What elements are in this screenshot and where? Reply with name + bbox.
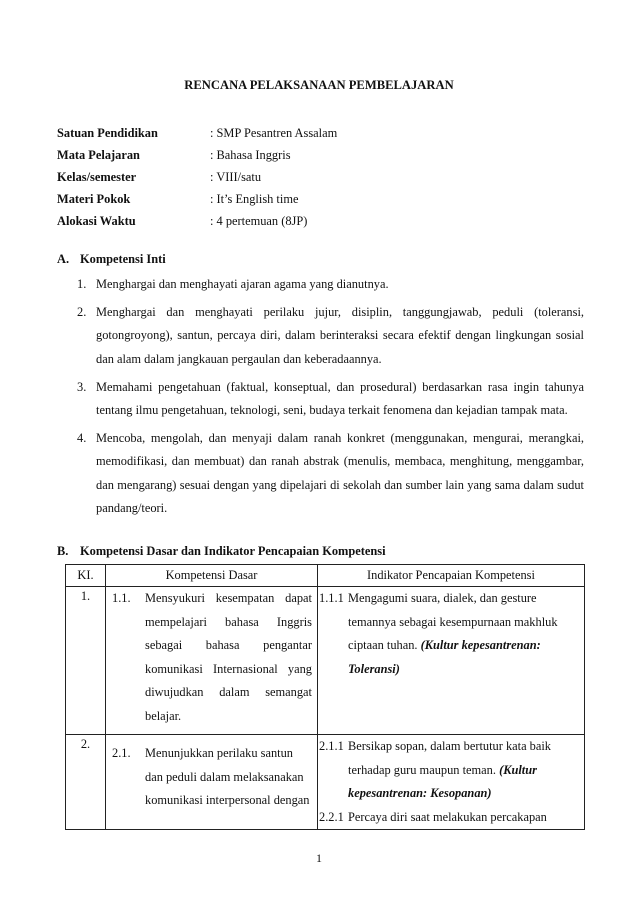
item-text: Memahami pengetahuan (faktual, konseptual, dan prosedural) berdasarkan rasa ingin tahunya tentang ilmu pengetahuan, teknologi, seni, budaya terkait fenomena dan kejadian tampak mata. xyxy=(96,379,584,418)
kd-text: Mensyukuri kesempatan dapat mempelajari bahasa Inggris sebagai bahasa pengantar komunikasi Internasional yang diwujudkan dalam semangat belajar. xyxy=(145,591,312,723)
ki-cell: 1. xyxy=(66,587,106,735)
indicator-text: Mengagumi suara, dialek, dan gesture temannya sebagai kesempurnaan makhluk ciptaan tuhan. xyxy=(348,591,558,653)
kompetensi-inti-list xyxy=(70,273,584,525)
indicator-culture-note: (Kultur kepesantrenan: Toleransi) xyxy=(348,638,541,676)
indicator-cell xyxy=(318,735,585,830)
identity-value: : VIII/satu xyxy=(210,170,262,184)
indicator-culture-note: (Kultur kepesantrenan: Kesopanan) xyxy=(348,762,537,801)
kd-block xyxy=(106,587,317,729)
identity-value: : It’s English time xyxy=(210,192,299,206)
kd-number: 2.1. xyxy=(112,746,131,760)
column-header: Indikator Pencapaian Kompetensi xyxy=(318,565,585,587)
section-title: Kompetensi Dasar dan Indikator Pencapaian Kompetensi xyxy=(80,544,386,558)
table-row xyxy=(66,735,585,830)
indicator-text: Percaya diri saat melakukan percakapan xyxy=(348,809,547,824)
section-b-heading xyxy=(57,544,386,559)
item-text: Menghargai dan menghayati perilaku jujur, disiplin, tanggungjawab, peduli (toleransi, gotongroyong), santun, percaya diri, dalam berinteraksi secara efektif dengan lingkungan sosial dan alam dalam jangkauan pergaulan dan keberadaannya. xyxy=(96,305,584,366)
indicator-number: 2.1.1 xyxy=(319,739,344,753)
kd-cell xyxy=(106,587,318,735)
section-title: Kompetensi Inti xyxy=(80,252,166,266)
item-text: Menghargai dan menghayati ajaran agama yang dianutnya. xyxy=(96,277,389,291)
table-header-row xyxy=(66,565,585,587)
section-a-heading xyxy=(57,252,166,267)
kd-number: 1.1. xyxy=(112,591,131,605)
section-letter: A. xyxy=(57,252,70,266)
item-number: 2. xyxy=(77,305,87,320)
identity-label: Kelas/semester xyxy=(57,170,137,184)
identity-value: : Bahasa Inggris xyxy=(210,148,291,162)
identity-value: : 4 pertemuan (8JP) xyxy=(210,214,308,228)
indicator-block xyxy=(318,587,584,681)
competency-table xyxy=(65,564,585,830)
identity-label: Satuan Pendidikan xyxy=(57,126,158,140)
ki-cell: 2. xyxy=(66,735,106,830)
column-header: Kompetensi Dasar xyxy=(106,565,318,587)
item-number: 1. xyxy=(77,277,87,291)
page-number: 1 xyxy=(316,851,322,865)
indicator-number: 1.1.1 xyxy=(319,591,344,605)
indicator-cell xyxy=(318,587,585,735)
identity-label: Materi Pokok xyxy=(57,192,131,206)
list-item xyxy=(70,427,584,520)
indicator-number: 2.2.1 xyxy=(319,809,344,824)
list-item xyxy=(70,301,584,371)
kd-block xyxy=(106,735,317,813)
identity-label: Mata Pelajaran xyxy=(57,148,140,162)
item-number: 3. xyxy=(77,379,87,394)
indicator-block xyxy=(318,806,584,830)
item-number: 4. xyxy=(77,431,87,446)
kd-cell xyxy=(106,735,318,830)
column-header: KI. xyxy=(66,565,106,587)
list-item xyxy=(70,273,584,296)
table-row xyxy=(66,587,585,735)
section-letter: B. xyxy=(57,544,69,558)
item-text: Mencoba, mengolah, dan menyaji dalam ranah konkret (menggunakan, mengurai, merangkai, memodifikasi, dan membuat) dan ranah abstrak (menulis, membaca, menghitung, menggambar, dan mengarang) sesuai dengan yang dipelajari di sekolah dan sumber lain yang sama dalam sudut pandang/teori. xyxy=(96,431,584,515)
page-title: RENCANA PELAKSANAAN PEMBELAJARAN xyxy=(184,78,454,92)
kd-text: Menunjukkan perilaku santun dan peduli dalam melaksanakan komunikasi interpersonal dengan xyxy=(145,746,310,808)
indicator-block xyxy=(318,735,584,806)
indicator-text: Bersikap sopan, dalam bertutur kata baik terhadap guru maupun teman. xyxy=(348,739,552,777)
identity-label: Alokasi Waktu xyxy=(57,214,136,228)
identity-value: : SMP Pesantren Assalam xyxy=(210,126,338,140)
list-item xyxy=(70,376,584,422)
